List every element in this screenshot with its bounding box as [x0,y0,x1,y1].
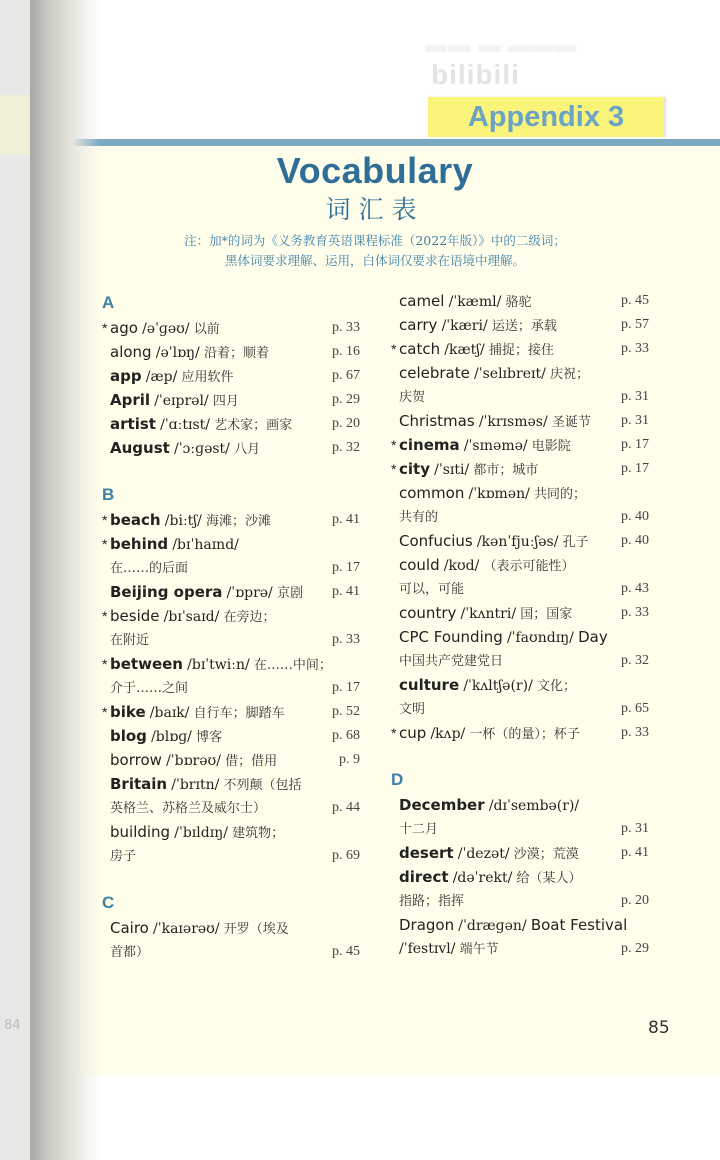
core-word-star: * [391,725,397,741]
core-word-star: * [102,656,108,672]
phonetic: /ˈbrɪtn/ [171,777,220,793]
entry-line [102,820,360,844]
entry-line [391,529,649,553]
core-word-star: * [102,512,108,528]
headword: blog [110,727,147,745]
phonetic: /ˈkaɪərəʊ/ [153,921,220,937]
headword: celebrate [399,364,470,382]
chinese-meaning: 指路；指挥 [399,894,465,909]
phonetic: /bɪˈhaɪnd/ [172,537,239,553]
entry-line [102,532,360,556]
chinese-meaning: 建筑物； [232,826,285,841]
chinese-meaning: 电影院 [531,439,571,454]
page-reference: p. 33 [332,320,360,335]
headword: catch [399,340,441,358]
headword: desert [399,844,454,862]
headword: Dragon [399,916,455,934]
headword: Beijing opera [110,583,223,601]
page-reference: p. 17 [621,461,649,476]
entry-line [391,289,649,313]
chinese-meaning: 圣诞节 [551,415,591,430]
entry-line [391,625,649,649]
page-reference: p. 17 [332,560,360,575]
chinese-meaning: 一杯（的量）；杯子 [469,727,580,742]
entry-line-continued [391,889,649,913]
vocab-entry [102,364,360,388]
chinese-meaning: 捕捉；接住 [488,343,554,358]
page-reference: p. 69 [332,848,360,863]
headword: camel [399,292,445,310]
facing-page-number: 84 [4,1018,21,1033]
entry-line [102,340,360,364]
phonetic: /ˈkʌntri/ [460,606,517,622]
vocab-entry [102,820,360,868]
vocab-entry [102,748,360,772]
page-reference: p. 33 [621,725,649,740]
chinese-meaning: 介于……之间 [110,681,189,696]
core-word-star: * [391,461,397,477]
phonetic: /ˈɔːɡəst/ [173,441,230,457]
entry-line [102,916,360,940]
phonetic: /ˈdræɡən/ [458,918,527,934]
phonetic: /ˈkʌltʃə(r)/ [463,678,533,694]
chinese-meaning: 给（某人） [516,871,582,886]
chinese-meaning: 可以，可能 [399,582,465,597]
phonetic: /bɪˈtwiːn/ [187,657,250,673]
phonetic: /ˈfaʊndɪŋ/ [506,630,574,646]
entry-line [102,772,360,796]
phonetic: /ˈsɪti/ [434,462,470,478]
core-word-star: * [391,341,397,357]
page-reference: p. 33 [332,632,360,647]
page-reference: p. 41 [332,512,360,527]
page-reference: p. 40 [621,533,649,548]
headword: city [399,460,430,478]
chinese-meaning: 在……中间； [253,658,332,673]
page-reference: p. 31 [621,389,649,404]
phonetic: /ˈkɒmən/ [468,486,530,502]
chinese-meaning: 以前 [193,322,220,337]
page-reference: p. 40 [621,509,649,524]
chinese-meaning: 借；借用 [225,754,278,769]
headword-tail: Day [578,628,608,646]
entry-line-continued [391,697,649,721]
headword: Christmas [399,412,475,430]
headword: CPC Founding [399,628,503,646]
vocab-entry [391,361,649,409]
page-reference: p. 17 [621,437,649,452]
page-reference: p. 65 [621,701,649,716]
chinese-meaning: 首都） [110,945,150,960]
page-reference: p. 29 [621,941,649,956]
chinese-meaning: 沿着；顺着 [203,346,269,361]
page-reference: p. 31 [621,413,649,428]
vocab-entry [102,700,360,724]
entry-line [391,601,649,625]
facing-page-edge [0,0,30,1160]
header-divider [30,139,720,146]
vocab-entry [102,772,360,820]
headword: behind [110,535,169,553]
headword: building [110,823,171,841]
headword: April [110,391,151,409]
chinese-meaning: 共同的； [534,487,587,502]
entry-line [102,652,360,676]
chinese-meaning: 博客 [196,730,223,745]
chinese-meaning: 应用软件 [181,370,234,385]
page-reference: p. 16 [332,344,360,359]
vocab-entry [391,529,649,553]
phonetic: /ˈkæri/ [441,318,488,334]
section-letter-c: C [102,893,115,912]
headword-tail: Boat Festival [530,916,628,934]
headword: could [399,556,440,574]
page-reference: p. 33 [621,341,649,356]
entry-line-continued [102,844,360,868]
headword: cinema [399,436,460,454]
entry-line [102,364,360,388]
phonetic: /ˈselɪbreɪt/ [474,366,546,382]
chinese-meaning: 十二月 [399,822,439,837]
headword: between [110,655,183,673]
entry-line-continued [102,940,360,964]
vocab-entry [102,604,360,652]
page-reference: p. 43 [621,581,649,596]
watermark-text: ▬▬ ▬ ▬▬▬ [425,32,578,57]
headword: beside [110,607,160,625]
entry-line [391,313,649,337]
entry-line [391,481,649,505]
headword: ago [110,319,138,337]
core-word-star: * [102,704,108,720]
chinese-meaning: 在附近 [110,633,150,648]
page-reference: p. 32 [332,440,360,455]
chinese-meaning: 京剧 [276,586,303,601]
entry-line [102,748,360,772]
facing-page-tint [0,95,30,155]
vocab-entry [391,673,649,721]
entry-line [102,580,360,604]
chinese-meaning: 沙漠；荒漠 [513,847,579,862]
page-reference: p. 20 [621,893,649,908]
page-reference: p. 29 [332,392,360,407]
vocab-entry [391,721,649,745]
entry-line [391,409,649,433]
entry-line [102,412,360,436]
entry-line-continued [391,505,649,529]
chinese-meaning: 自行车；脚踏车 [193,706,285,721]
entry-line-continued [102,796,360,820]
vocab-entry [102,388,360,412]
section-letter-b: B [102,485,115,504]
entry-line [391,793,649,817]
vocab-entry [391,433,649,457]
vocab-entry [391,553,649,601]
phonetic: /kʊd/ [443,558,480,574]
entry-line [102,604,360,628]
chinese-meaning: 四月 [212,394,239,409]
chinese-meaning: 八月 [234,442,261,457]
page-title-chinese: 词汇表 [325,195,425,224]
vocab-entry [102,580,360,604]
core-word-star: * [102,608,108,624]
chinese-meaning: 房子 [110,849,137,864]
chinese-meaning: 文化； [536,679,576,694]
headword: Britain [110,775,168,793]
entry-line-continued [102,628,360,652]
entry-line-continued [391,937,649,961]
core-word-star: * [391,437,397,453]
entry-line [102,388,360,412]
entry-line-continued [391,817,649,841]
page-bottom-margin [30,1076,720,1160]
vocabulary-note [30,231,720,271]
phonetic: /əˈlɒŋ/ [155,345,200,361]
page-reference: p. 31 [621,821,649,836]
chinese-meaning: 艺术家；画家 [214,418,293,433]
page-reference: p. 32 [621,653,649,668]
chinese-meaning: 在……的后面 [110,561,189,576]
headword: direct [399,868,449,886]
phonetic: /kʌp/ [430,726,466,742]
vocab-entry [102,508,360,532]
core-word-star: * [102,536,108,552]
entry-line [391,337,649,361]
phonetic: /baɪk/ [149,705,190,721]
headword: cup [399,724,427,742]
page-title: Vocabulary [276,150,474,191]
headword: bike [110,703,146,721]
vocab-entry [391,409,649,433]
vocab-entry [391,337,649,361]
vocab-entry [391,841,649,865]
phonetic: /ˈbɒrəʊ/ [166,753,221,769]
chinese-meaning: 庆祝； [549,367,589,382]
vocab-entry [102,916,360,964]
vocab-entry [102,724,360,748]
page-reference: p. 33 [621,605,649,620]
vocab-entry [102,412,360,436]
vocab-entry [391,481,649,529]
entry-line [391,361,649,385]
page-reference: p. 9 [339,752,360,767]
entry-line [391,673,649,697]
headword: December [399,796,485,814]
vocab-entry [391,457,649,481]
phonetic: /ˈsɪnəmə/ [463,438,528,454]
phonetic: /kætʃ/ [444,342,485,358]
chinese-meaning: 开罗（埃及 [223,922,289,937]
section-gap [391,745,649,767]
phonetic: /ˈfestɪvl/ [399,941,456,957]
headword: country [399,604,457,622]
vocab-entry [391,865,649,913]
headword: Cairo [110,919,149,937]
chinese-meaning: 孔子 [562,535,589,550]
section-letter-a: A [102,293,115,312]
note-line-2: 黑体词要求理解、运用，白体词仅要求在语境中理解。 [224,253,525,268]
left-column [102,290,360,964]
headword: Confucius [399,532,473,550]
phonetic: /ˈkæml/ [448,294,502,310]
entry-line [391,457,649,481]
vocab-entry [391,913,649,961]
phonetic: /bɪˈsaɪd/ [163,609,220,625]
phonetic: /æp/ [145,369,178,385]
phonetic: /blɒɡ/ [151,729,192,745]
chinese-meaning: 中国共产党建党日 [399,654,504,669]
chinese-meaning: 骆驼 [505,295,532,310]
vocab-entry [102,340,360,364]
chinese-meaning: （表示可能性） [483,559,575,574]
phonetic: /əˈɡəʊ/ [142,321,190,337]
chinese-meaning: 在旁边； [223,610,276,625]
bilibili-logo-icon: bilibili [431,59,520,90]
chinese-meaning: 端午节 [459,942,499,957]
entry-line [391,433,649,457]
appendix-badge: Appendix 3 [428,97,664,137]
phonetic: /ˈbɪldɪŋ/ [174,825,228,841]
entry-line-continued [102,676,360,700]
headword: August [110,439,170,457]
headword: along [110,343,152,361]
core-word-star: * [102,320,108,336]
page-reference: p. 45 [621,293,649,308]
page-reference: p. 45 [332,944,360,959]
phonetic: /ˈɑːtɪst/ [160,417,210,433]
phonetic: /biːtʃ/ [164,513,202,529]
entry-line-continued [391,649,649,673]
entry-line [102,508,360,532]
section-gap [102,460,360,482]
page-reference: p. 57 [621,317,649,332]
video-watermark [425,28,675,90]
phonetic: /ˈkrɪsməs/ [478,414,548,430]
page-number: 85 [648,1018,670,1038]
chinese-meaning: 都市；城市 [473,463,539,478]
phonetic: /dɪˈsembə(r)/ [488,798,580,814]
page-reference: p. 41 [621,845,649,860]
chinese-meaning: 海滩；沙滩 [205,514,271,529]
phonetic: /ˈeɪprəl/ [154,393,209,409]
entry-line-continued [391,577,649,601]
page-reference: p. 67 [332,368,360,383]
chinese-meaning: 不列颠（包括 [223,778,302,793]
page-reference: p. 20 [332,416,360,431]
headword: artist [110,415,156,433]
headword: app [110,367,142,385]
vocab-entry [102,436,360,460]
headword: beach [110,511,161,529]
entry-line [102,436,360,460]
entry-line [391,721,649,745]
phonetic: /kənˈfjuːʃəs/ [476,534,559,550]
vocab-entry [391,601,649,625]
page-reference: p. 68 [332,728,360,743]
headword: culture [399,676,460,694]
vocab-entry [391,625,649,673]
page-reference: p. 17 [332,680,360,695]
chinese-meaning: 共有的 [399,510,439,525]
chinese-meaning: 庆贺 [399,390,426,405]
entry-line [391,865,649,889]
headword: carry [399,316,438,334]
entry-line [102,700,360,724]
phonetic: /ˈɒprə/ [226,585,273,601]
entry-line-continued [391,385,649,409]
page-reference: p. 41 [332,584,360,599]
vocab-entry [391,793,649,841]
entry-line [391,553,649,577]
headword: borrow [110,751,162,769]
vocab-entry [102,532,360,580]
entry-line [102,724,360,748]
chinese-meaning: 文明 [399,702,426,717]
entry-line [391,841,649,865]
chinese-meaning: 运送；承载 [491,319,557,334]
chinese-meaning: 英格兰、苏格兰及威尔士） [110,801,267,816]
chinese-meaning: 国；国家 [520,607,573,622]
vocab-entry [102,652,360,700]
vocab-entry [391,289,649,313]
section-gap [102,868,360,890]
vocab-entry [102,316,360,340]
entry-line [102,316,360,340]
phonetic: /dəˈrekt/ [452,870,513,886]
entry-line [391,913,649,937]
entry-line-continued [102,556,360,580]
headword: common [399,484,465,502]
phonetic: /ˈdezət/ [457,846,510,862]
page-reference: p. 44 [332,800,360,815]
note-line-1: 注：加*的词为《义务教育英语课程标准（2022年版）》中的二级词； [184,233,566,248]
page-reference: p. 52 [332,704,360,719]
right-column [391,289,649,961]
section-letter-d: D [391,770,404,789]
vocab-entry [391,313,649,337]
